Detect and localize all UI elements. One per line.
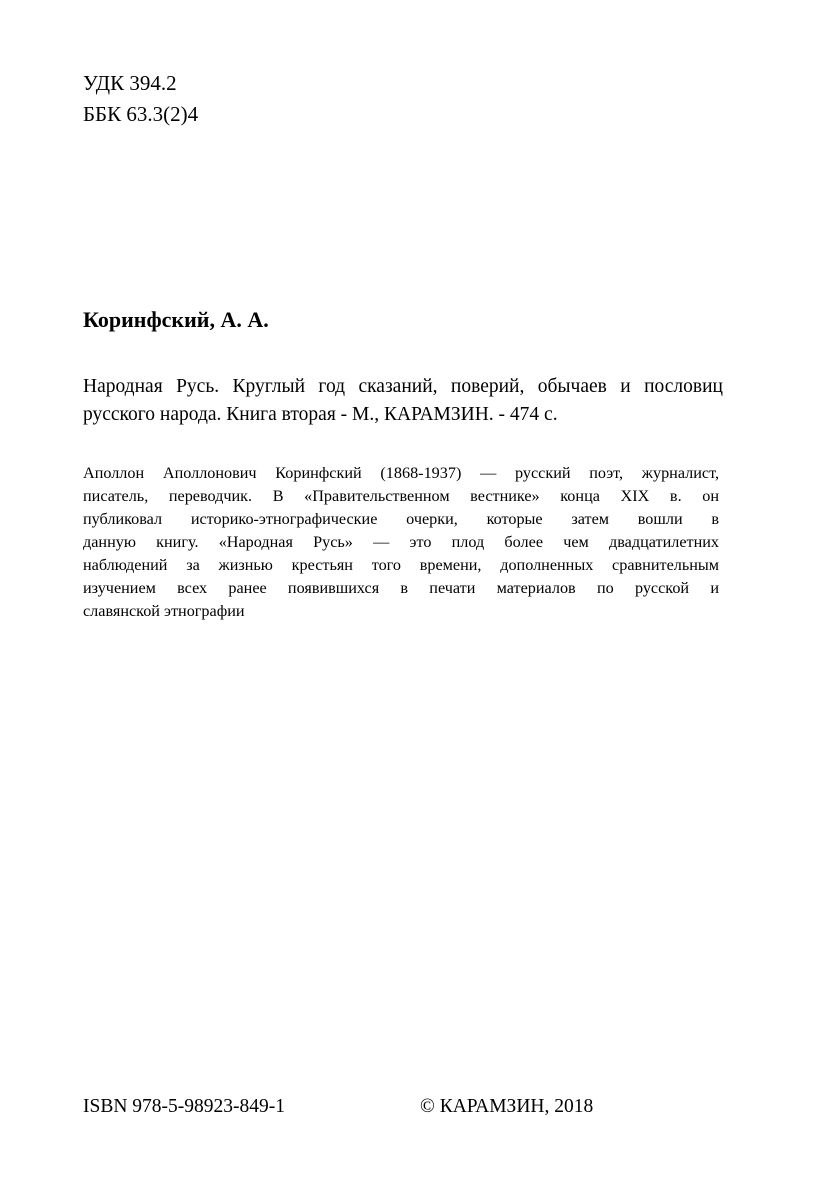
annotation-line: славянской этнографии (83, 602, 245, 620)
author-name: Коринфский, А. А. (83, 307, 269, 332)
isbn: ISBN 978-5-98923-849-1 (83, 1096, 286, 1117)
bbk-code: ББК 63.3(2)4 (83, 102, 199, 126)
copyright: © КАРАМЗИН, 2018 (420, 1096, 594, 1117)
bibliographic-description (83, 373, 723, 429)
annotation-line: наблюдений за жизнью крестьян того времени, дополненных сравнительным (83, 556, 719, 574)
annotation-line: публиковал историко-этнографические очерки, которые затем вошли в (83, 510, 719, 528)
title-line: Народная Русь. Круглый год сказаний, поверий, обычаев и пословиц (83, 376, 723, 397)
annotation-line: писатель, переводчик. В «Правительственном вестнике» конца XIX в. он (83, 487, 719, 505)
title-line: русского народа. Книга вторая - М., КАРАМЗИН. - 474 с. (83, 404, 558, 425)
udk-code: УДК 394.2 (83, 71, 177, 95)
annotation-line: изучением всех ранее появившихся в печати материалов по русской и (83, 579, 719, 597)
annotation-line: Аполлон Аполлонович Коринфский (1868-1937) — русский поэт, журналист, (83, 464, 719, 482)
classification-codes (83, 68, 198, 130)
annotation-line: данную книгу. «Народная Русь» — это плод более чем двадцатилетних (83, 533, 719, 551)
annotation (83, 462, 719, 623)
